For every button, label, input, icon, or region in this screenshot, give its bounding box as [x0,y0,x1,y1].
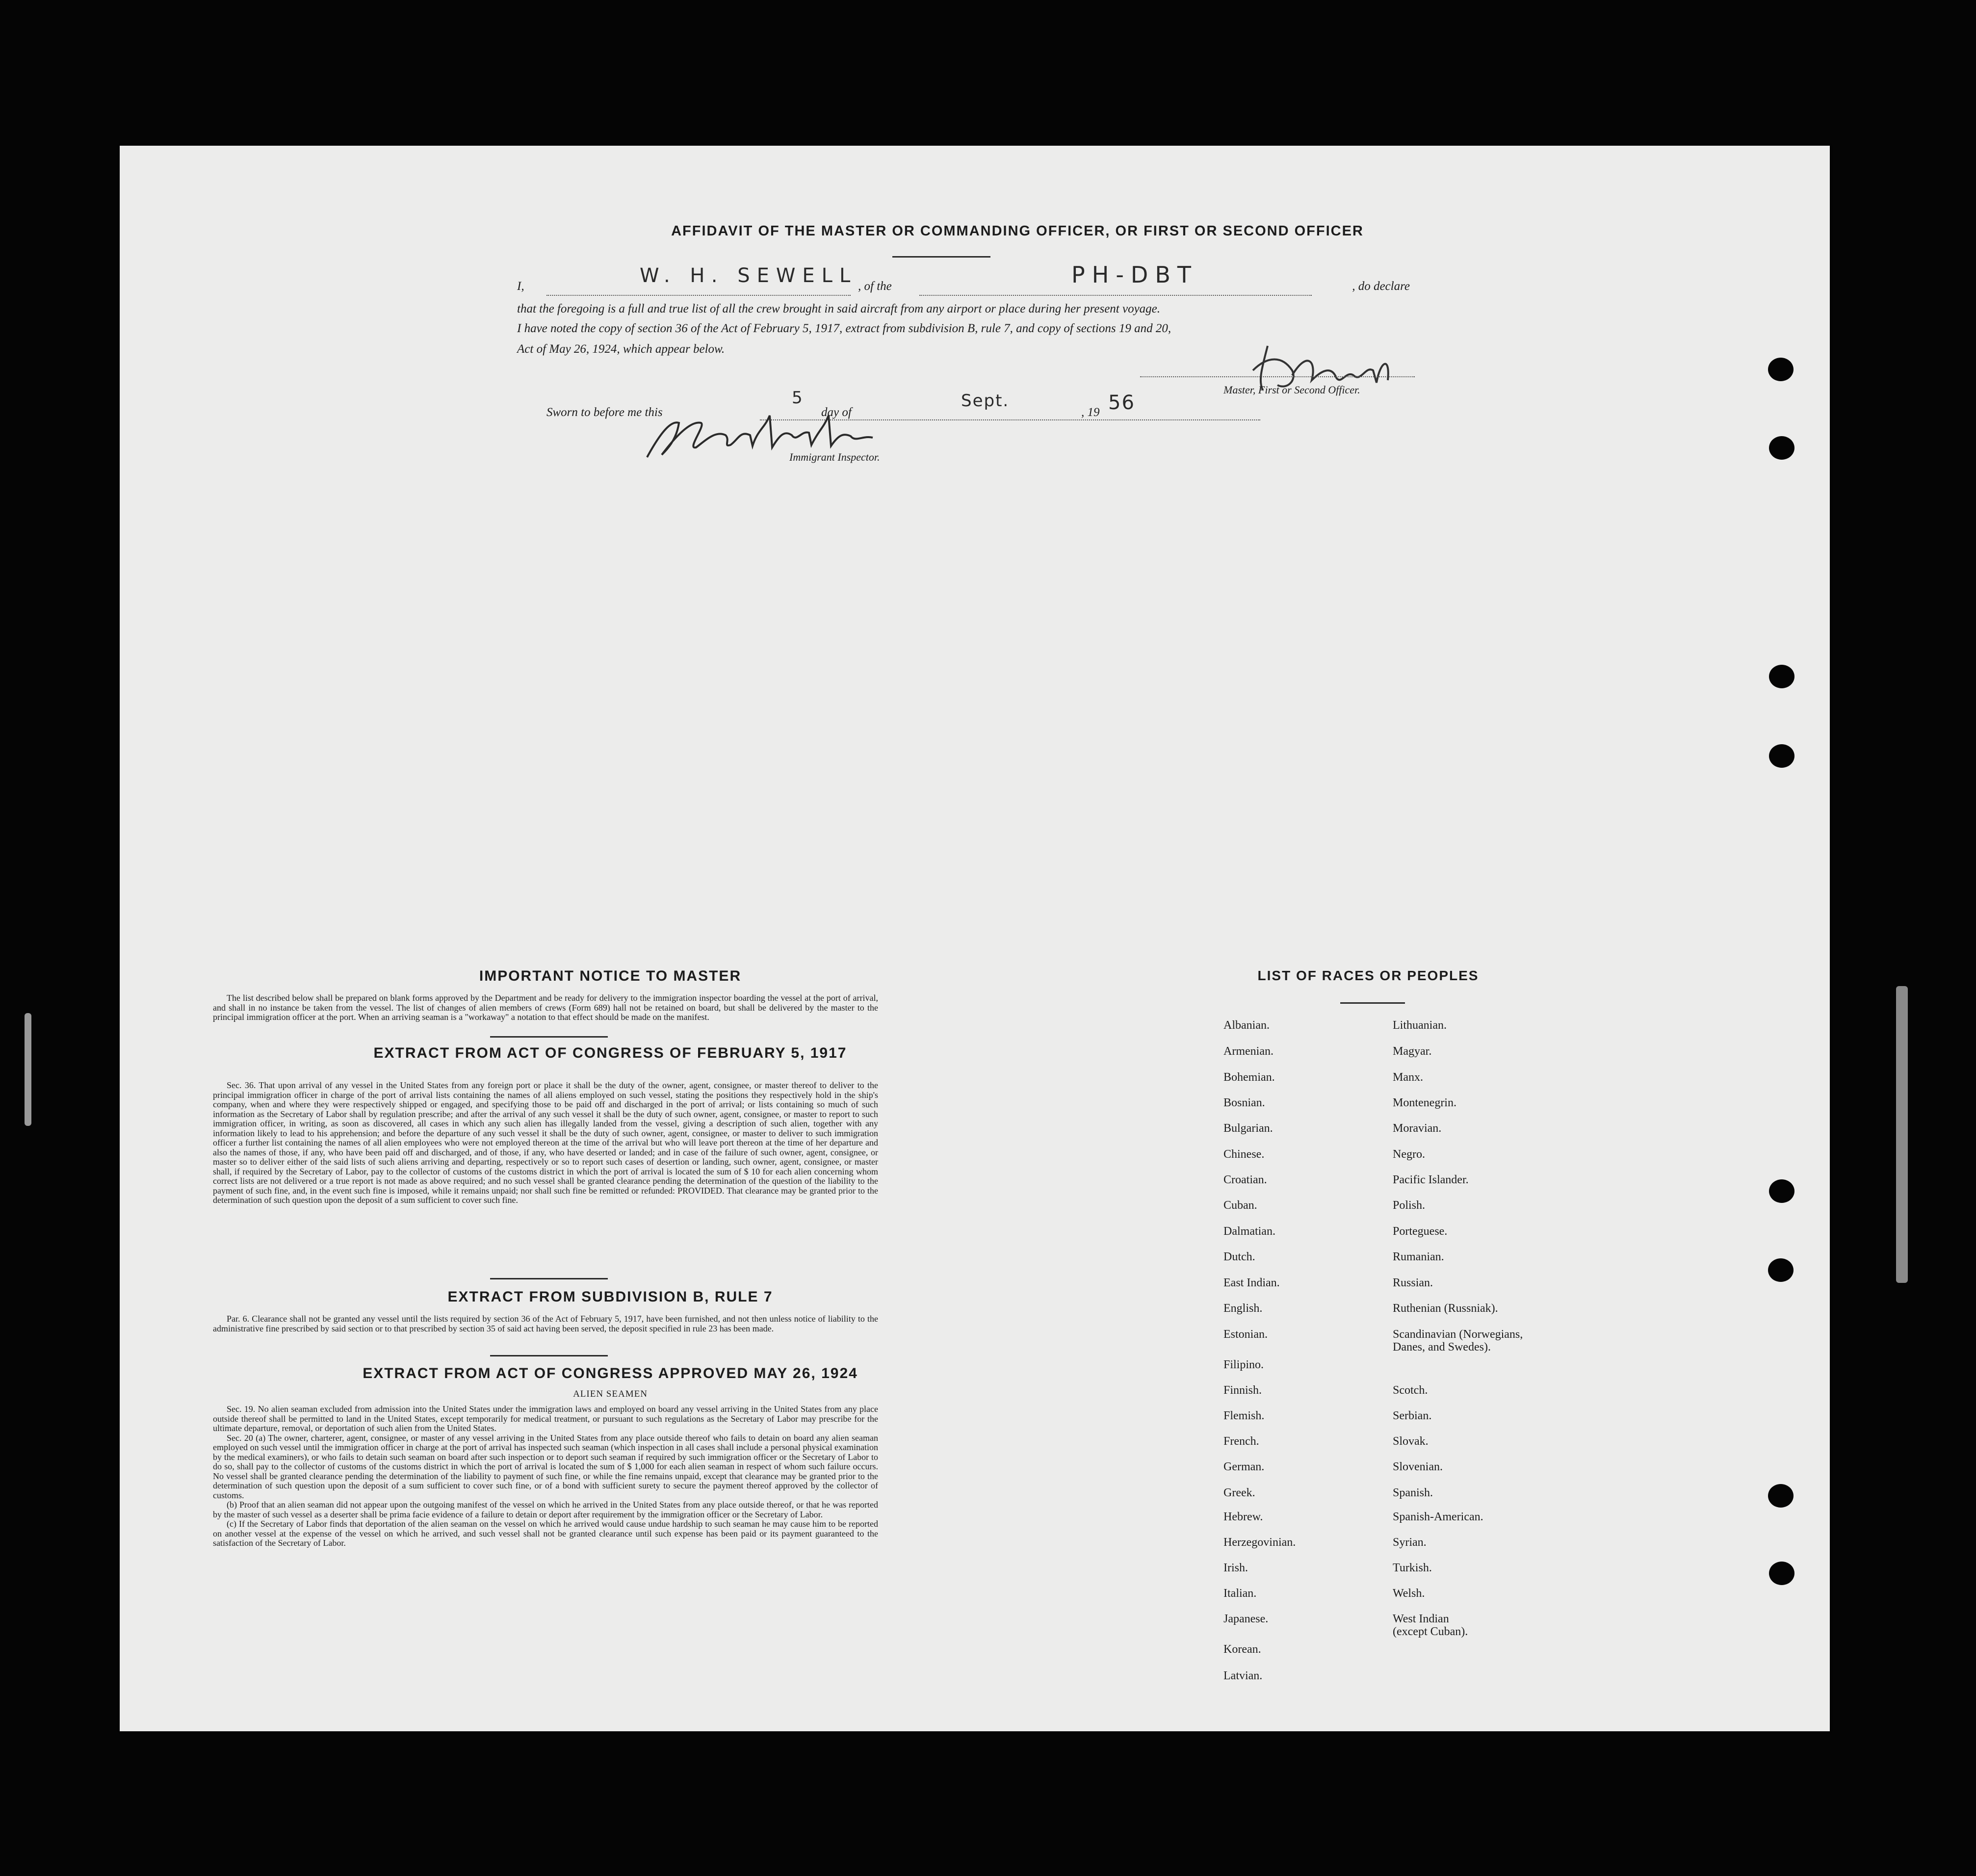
race-item: Porteguese. [1393,1225,1448,1238]
race-item: Irish. [1223,1562,1248,1574]
left-edge-strip [25,1013,31,1126]
right-edge-strip [1896,986,1908,1283]
extract-rule7-title: EXTRACT FROM SUBDIVISION B, RULE 7 [447,1289,773,1305]
race-item: Moravian. [1393,1122,1442,1135]
aircraft-id: PH-DBT [1071,261,1198,288]
punch-hole [1768,1484,1794,1508]
race-item: Scandinavian (Norwegians, Danes, and Swedes). [1393,1328,1523,1354]
races-title: LIST OF RACES OR PEOPLES [1257,968,1479,983]
extract-1917-body: Sec. 36. That upon arrival of any vessel in the United States from any foreign port or place it shall be the duty of the owner, agent, consignee, or master thereof to deliver to the principal immigration officer in charge of the port of arrival lists containing the names of all aliens employed on such vessel, stating the positions they respectively hold in the ship's company, when and where they were respectively shipped or engaged, and specifying those to be paid off and discharged in the port of arrival; or lists containing so much of such information as the Secretary of Labor shall by regulation prescribe; and after the arrival of any such vessel it shall be the duty of such owner, agent, consignee, or master to report to such immigration officer, in writing, as soon as discovered, all cases in which any such alien has illegally landed from the vessel, giving a description of such alien, together with any information likely to lead to his apprehension; and before the departure of any such vessel it shall be the duty of such owner, agent, consignee, or master to deliver to such immigration officer a further list containing the names of all alien employees who were not employed thereon at the time of the arrival but who will leave port thereon at the time of her departure and also the names of those, if any, who have been paid off and discharged, and of those, if any, who have deserted or landed; and in case of the failure of such owner, agent, consignee, or master so to deliver either of the said lists of such aliens arriving and departing, respectively or so to report such cases of desertion or landing, such owner, agent, consignee, or master shall, if required by the Secretary of Labor, pay to the collector of customs of the customs district in which the port of arrival is located the sum of $ 10 for each alien concerning whom correct lists are not delivered or a true report is not made as above required; and no such vessel shall be granted clearance pending the determination of the question of the liability to the payment of such fine, and, in the event such fine is imposed, while it remains unpaid; nor shall such fine be remitted or refunded: PROVIDED. That clearance may be granted prior to the determination of such question upon the deposit of a sum sufficient to cover such fine. [213,1080,878,1205]
punch-hole [1769,436,1794,460]
section-rule [490,1355,608,1356]
extract-1924-paragraph: Sec. 19. No alien seaman excluded from admission into the United States under the immigration laws and employed on board any vessel arriving in the United States from any place outside thereof shall be permitted to land in the United States, except temporarily for medical treatment, or pursuant to such regulations as the Secretary of Labor may prescribe for the ultimate departure, removal, or deportation of such alien from the United States. [213,1404,878,1433]
race-item: German. [1223,1460,1265,1473]
race-item: Hebrew. [1223,1511,1263,1523]
race-item: Scotch. [1393,1384,1428,1397]
race-item: Latvian. [1223,1669,1263,1682]
race-item: Cuban. [1223,1199,1257,1212]
race-item: Slovenian. [1393,1460,1443,1473]
section-rule [490,1036,608,1038]
master-name: W. H. SEWELL [640,264,858,287]
race-item: Italian. [1223,1587,1257,1600]
race-item: Korean. [1223,1643,1261,1656]
affidavit-line-1 [517,261,1410,298]
race-item: Albanian. [1223,1019,1270,1032]
extract-1924-title: EXTRACT FROM ACT OF CONGRESS APPROVED MAY 26, 1924 [363,1365,858,1381]
extract-1917-title: EXTRACT FROM ACT OF CONGRESS OF FEBRUARY 5, 1917 [373,1045,847,1061]
punch-hole [1769,1562,1794,1585]
affidavit-line-3: I have noted the copy of section 36 of the Act of February 5, 1917, extract from subdivision B, rule 7, and copy of sections 19 and 20, [517,322,1171,335]
punch-hole [1769,744,1794,768]
i-prefix: I, [517,280,524,293]
affidavit-title: AFFIDAVIT OF THE MASTER OR COMMANDING OFFICER, OR FIRST OR SECOND OFFICER [671,223,1364,239]
master-caption: Master, First or Second Officer. [1223,384,1360,396]
race-item: Slovak. [1393,1435,1429,1448]
punch-hole [1768,358,1794,381]
race-item: Finnish. [1223,1384,1262,1397]
race-item: West Indian (except Cuban). [1393,1613,1468,1638]
race-item: Serbian. [1393,1409,1432,1422]
fill-line [919,294,1312,296]
race-item: Ruthenian (Russniak). [1393,1302,1498,1315]
extract-rule7-body: Par. 6. Clearance shall not be granted any vessel until the lists required by section 36 of the Act of February 5, 1917, have been furnished, and not then unless notice of liability to the administrative fine prescribed by said section or to that prescribed by section 35 of said act having been served, the deposit specified in rule 23 has been made. [213,1314,878,1333]
race-item: Pacific Islander. [1393,1173,1469,1186]
race-item: Magyar. [1393,1045,1432,1058]
race-item: Dutch. [1223,1251,1255,1263]
extract-1924-body [213,1405,878,1548]
race-item: Spanish-American. [1393,1511,1483,1523]
extract-1924-subtitle: ALIEN SEAMEN [573,1389,648,1399]
do-declare: , do declare [1352,280,1410,293]
document-page [120,146,1830,1731]
race-item: Croatian. [1223,1173,1267,1186]
race-item: Herzegovinian. [1223,1536,1296,1549]
race-item: Lithuanian. [1393,1019,1447,1032]
race-item: Turkish. [1393,1562,1432,1574]
race-item: Greek. [1223,1486,1255,1499]
sworn-month: Sept. [961,391,1010,411]
year-suffix: 56 [1108,391,1135,414]
sworn-day: 5 [792,388,809,408]
race-item: Chinese. [1223,1148,1265,1161]
sworn-prefix: Sworn to before me this [546,406,663,419]
race-item: Manx. [1393,1071,1423,1084]
race-item: Bosnian. [1223,1096,1265,1109]
race-item: Spanish. [1393,1486,1433,1499]
inspector-caption: Immigrant Inspector. [789,451,880,463]
race-item: Welsh. [1393,1587,1425,1600]
extract-1924-paragraph: Sec. 20 (a) The owner, charterer, agent, consignee, or master of any vessel arriving in the United States from any place outside thereof who fails to detain on board any alien seaman employed on such vessel until the immigration officer in charge at the port of arrival has inspected such seaman (which inspection in all cases shall include a personal physical examination by the medical examiners), or who fails to detain such seaman on board after such inspection or to deport such seaman if required by such immigration officer or the Secretary of Labor to do so, shall pay to the collector of customs of the customs district in which the port of arrival is located the sum of $ 1,000 for each alien seaman in respect of whom such failure occurs. No vessel shall be granted clearance pending the determination of the liability to payment of such fine, or while the fine remains unpaid, except that clearance may be granted prior to the determination of such question upon the deposit of a sum sufficient to cover such fine, or of a bond with sufficient surety to secure the payment thereof approved by the collector of customs. [213,1433,878,1500]
notice-body: The list described below shall be prepared on blank forms approved by the Department and be ready for delivery to the immigration inspector boarding the vessel at the port of arrival, and shall in no instance be taken from the vessel. The list of changes of alien members of crews (Form 689) hall not be retained on board, but shall be delivered by the master to the principal immigration officer at the port. When an arriving seaman is a "workaway" a notation to that effect should be made on the manifest. [213,993,878,1022]
affidavit-line-2: that the foregoing is a full and true list of all the crew brought in said aircraft from any airport or place during her present voyage. [517,302,1161,315]
fill-line [546,294,851,296]
punch-hole [1769,1179,1794,1203]
day-of: day of [821,406,852,419]
race-item: Flemish. [1223,1409,1265,1422]
race-item: Estonian. [1223,1328,1268,1341]
race-item: Russian. [1393,1277,1433,1289]
notice-title: IMPORTANT NOTICE TO MASTER [479,968,742,984]
race-item: Filipino. [1223,1358,1264,1371]
of-the: , of the [858,280,892,293]
race-item: Armenian. [1223,1045,1274,1058]
race-item: Polish. [1393,1199,1426,1212]
race-item: Bohemian. [1223,1071,1275,1084]
extract-1924-paragraph: (b) Proof that an alien seaman did not appear upon the outgoing manifest of the vessel on which he arrived in the United States from any place outside thereof, or that he was reported by the master of such vessel as a deserter shall be prima facie evidence of a failure to detain or deport after requirement by the immigration officer or the Secretary of Labor. [213,1500,878,1519]
year-prefix: , 19 [1081,406,1100,419]
punch-hole [1769,665,1794,688]
race-item: Montenegrin. [1393,1096,1456,1109]
race-item: Negro. [1393,1148,1425,1161]
affidavit-line-4: Act of May 26, 1924, which appear below. [517,342,725,356]
punch-hole [1768,1258,1794,1282]
race-item: East Indian. [1223,1277,1280,1289]
race-item: Rumanian. [1393,1251,1444,1263]
race-item: Bulgarian. [1223,1122,1273,1135]
race-item: Japanese. [1223,1613,1269,1625]
fill-line [1140,375,1415,377]
extract-1924-paragraph: (c) If the Secretary of Labor finds that deportation of the alien seaman on the vessel on which he arrived would cause undue hardship to such seaman he may cause him to be reported on another vessel at the expense of the vessel on which he arrived, and such vessel shall not be granted clearance until such expense has been paid or its payment guaranteed to the satisfaction of the Secretary of Labor. [213,1519,878,1548]
section-rule [490,1278,608,1279]
race-item: French. [1223,1435,1259,1448]
title-rule [892,256,990,258]
race-item: English. [1223,1302,1263,1315]
race-item: Dalmatian. [1223,1225,1275,1238]
race-item: Syrian. [1393,1536,1427,1549]
races-rule [1340,1002,1405,1004]
